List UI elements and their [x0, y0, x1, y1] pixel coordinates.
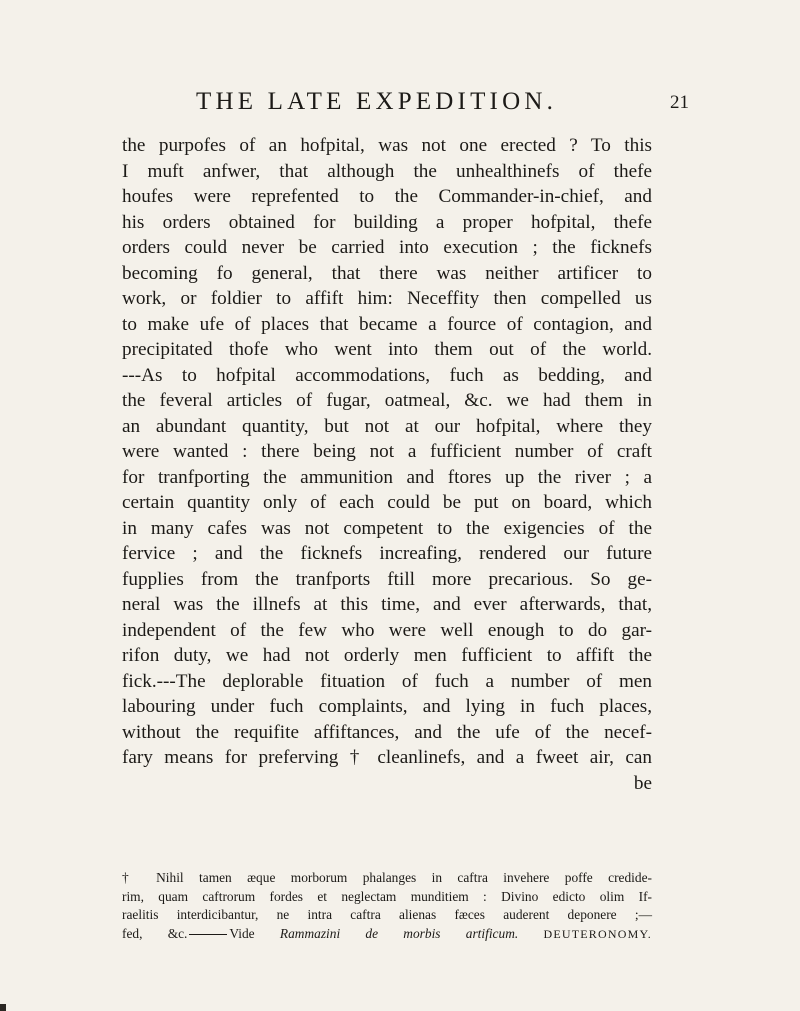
- body-line: the feveral articles of fugar, oatmeal, &c. we had them in: [122, 390, 652, 411]
- body-line: orders could never be carried into execution ; the ficknefs: [122, 237, 652, 258]
- footnote-book: DEUTERONOMY.: [543, 926, 652, 941]
- body-line: labouring under fuch complaints, and lying in fuch places,: [122, 696, 652, 717]
- body-line: in many cafes was not competent to the exigencies of the: [122, 517, 652, 539]
- body-line: work, or foldier to affift him: Neceffity then compelled us: [122, 288, 652, 309]
- body-line: for tranfporting the ammunition and ftores up the river ; a: [122, 466, 652, 488]
- body-line: rifon duty, we had not orderly men fufficient to affift the: [122, 645, 652, 666]
- footnote-line-last: [122, 925, 652, 944]
- body-line: an abundant quantity, but not at our hofpital, where they: [122, 415, 652, 437]
- footnote-line: † Nihil tamen æque morborum phalanges in caftra invehere poffe credide-: [122, 870, 652, 885]
- footnote-vide: Vide: [229, 925, 255, 941]
- body-line: without the requifite affiftances, and the ufe of the necef-: [122, 721, 652, 743]
- body-line: fupplies from the tranfports ftill more precarious. So ge-: [122, 568, 652, 590]
- body-line: houfes were reprefented to the Commander-in-chief, and: [122, 186, 652, 207]
- body-line: certain quantity only of each could be put on board, which: [122, 492, 652, 513]
- footnote-work-title: Rammazini de morbis artificum.: [279, 925, 519, 941]
- body-text: [122, 133, 652, 796]
- body-line: becoming fo general, that there was neither artificer to: [122, 262, 652, 284]
- footnote-dash: [189, 934, 227, 935]
- body-line: neral was the illnefs at this time, and ever afterwards, that,: [122, 594, 652, 615]
- body-line: were wanted : there being not a fufficient number of craft: [122, 441, 652, 462]
- body-line: to make ufe of places that became a fource of contagion, and: [122, 313, 652, 335]
- body-line: independent of the few who were well enough to do gar-: [122, 619, 652, 641]
- body-line: fervice ; and the ficknefs increafing, rendered our future: [122, 543, 652, 564]
- footnote-line: raelitis interdicibantur, ne intra caftra alienas fæces auderent deponere ;—: [122, 907, 652, 923]
- catchword: be: [633, 772, 652, 794]
- footnote: [122, 869, 652, 943]
- body-line: his orders obtained for building a proper hofpital, thefe: [122, 211, 652, 233]
- page-number: 21: [670, 92, 689, 113]
- body-line: ---As to hofpital accommodations, fuch as bedding, and: [122, 364, 652, 386]
- body-line: precipitated thofe who went into them out of the world.: [122, 339, 652, 360]
- running-title: THE LATE EXPEDITION.: [196, 88, 558, 115]
- body-line: fary means for preferving † cleanlinefs, and a fweet air, can: [122, 747, 652, 768]
- body-line: fick.---The deplorable fituation of fuch a number of men: [122, 670, 652, 692]
- body-line: the purpofes of an hofpital, was not one erected ? To this: [122, 135, 652, 156]
- body-line: I muft anfwer, that although the unhealthinefs of thefe: [122, 160, 652, 182]
- page-edge-mark: [0, 1004, 6, 1011]
- footnote-line: rim, quam caftrorum fordes et neglectam munditiem : Divino edicto olim If-: [122, 888, 652, 904]
- footnote-sed: fed, &c.: [122, 925, 188, 941]
